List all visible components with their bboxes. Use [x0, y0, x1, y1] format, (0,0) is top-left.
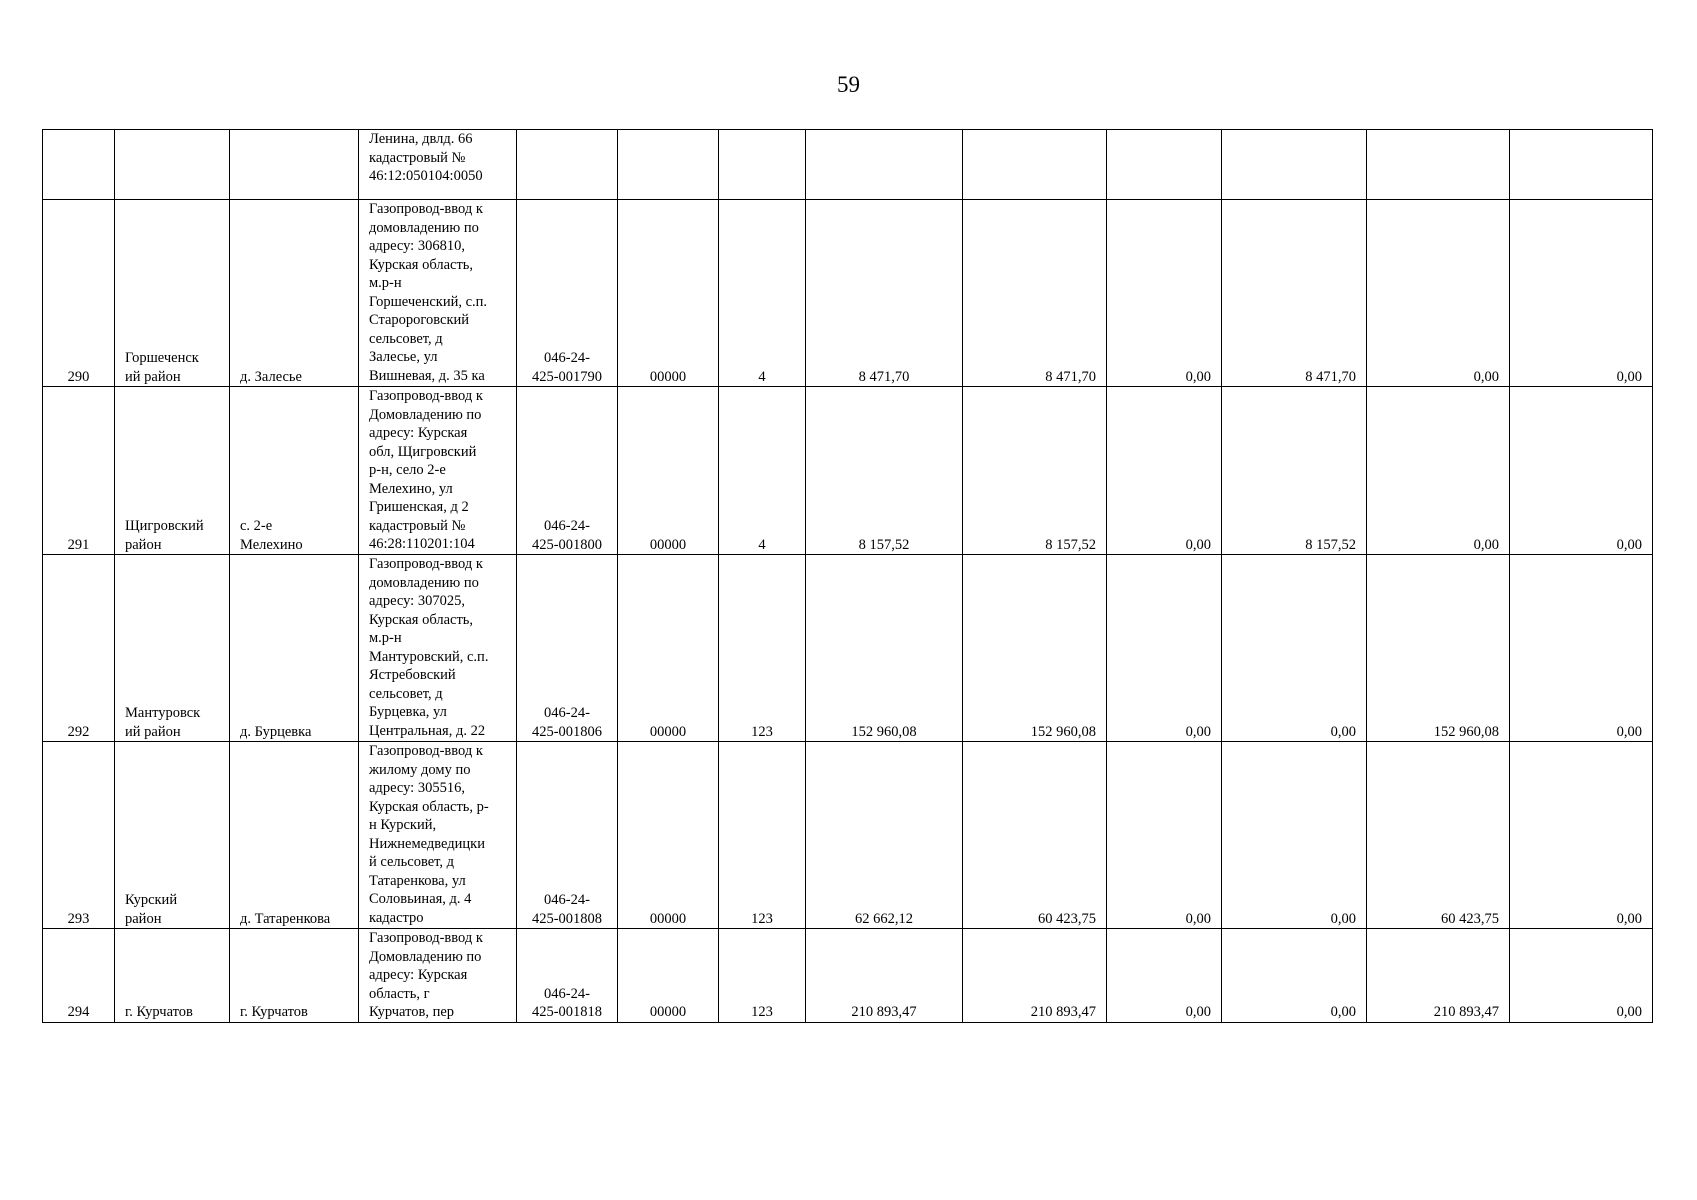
table-row [43, 387, 1653, 555]
cell-value-5: 210 893,47 [1367, 929, 1510, 1023]
cell-description-line: область, г [369, 985, 430, 1002]
table-row-continuation [43, 130, 1653, 200]
cell-description [359, 929, 517, 1023]
cell-value-4 [1222, 130, 1367, 200]
cell-description [359, 742, 517, 929]
cell-locality [230, 742, 359, 929]
cell-value-3: 0,00 [1107, 555, 1222, 742]
cell-value-1: 210 893,47 [806, 929, 963, 1023]
cell-locality [230, 130, 359, 200]
cell-inventory-number-line: 425-001818 [531, 1004, 603, 1020]
cell-description-line: обл, Щигровский [369, 443, 477, 460]
cell-description-line: м.р-н [369, 275, 402, 291]
cell-description-line: Курская область, р- [369, 798, 489, 815]
cell-description-line: кадастро [369, 909, 424, 926]
cell-description-line: Вишневая, д. 35 ка [369, 367, 485, 384]
cell-value-6: 0,00 [1510, 555, 1653, 742]
cell-value-1: 62 662,12 [806, 742, 963, 929]
cell-inventory-number-line: 046-24- [544, 518, 590, 534]
table-row [43, 200, 1653, 387]
cell-value-3: 0,00 [1107, 200, 1222, 387]
cell-description-line: Соловьиная, д. 4 [369, 891, 472, 907]
cell-district-line: Мантуровск [125, 705, 201, 721]
cell-description-line: адресу: Курская [369, 425, 468, 441]
cell-inventory-number [517, 742, 618, 929]
cell-description-line: Газопровод-ввод к [369, 556, 483, 572]
cell-description-line: кадастровый № [369, 517, 466, 534]
cell-district-line: район [125, 910, 162, 927]
cell-inventory-number [517, 130, 618, 200]
cell-description-line: Старороговский [369, 312, 470, 328]
cell-inventory-number [517, 929, 618, 1023]
cell-value-3: 0,00 [1107, 742, 1222, 929]
cell-description-line: 46:28:110201:104 [369, 536, 475, 552]
cell-value-2: 210 893,47 [963, 929, 1107, 1023]
cell-locality [230, 387, 359, 555]
cell-description-line: р-н, село 2-е [369, 462, 446, 478]
cell-locality-line: г. Курчатов [240, 1004, 308, 1020]
cell-value-5: 0,00 [1367, 200, 1510, 387]
cell-num: 292 [43, 555, 115, 742]
cell-description-line: Домовладению по [369, 406, 482, 423]
cell-description-line: адресу: 306810, [369, 238, 465, 254]
cell-inventory-number-line: 425-001808 [531, 910, 603, 927]
cell-value-6: 0,00 [1510, 742, 1653, 929]
cell-value-1: 152 960,08 [806, 555, 963, 742]
cell-value-2: 152 960,08 [963, 555, 1107, 742]
cell-quantity: 4 [719, 200, 806, 387]
cell-num: 294 [43, 929, 115, 1023]
cell-district [115, 387, 230, 555]
cell-description-line: Татаренкова, ул [369, 872, 466, 889]
cell-description-line: сельсовет, д [369, 685, 443, 702]
cell-district [115, 929, 230, 1023]
cell-description-line: Газопровод-ввод к [369, 201, 483, 217]
cell-locality [230, 200, 359, 387]
cell-description-line: Курская область, [369, 256, 474, 273]
cell-value-2: 8 157,52 [963, 387, 1107, 555]
cell-inventory-number [517, 555, 618, 742]
cell-description [359, 200, 517, 387]
table-row [43, 742, 1653, 929]
cell-district-line: ий район [125, 368, 181, 385]
cell-value-5: 0,00 [1367, 387, 1510, 555]
cell-value-3 [1107, 130, 1222, 200]
cell-inventory-number-line: 046-24- [544, 985, 590, 1002]
description-line: 46:12:050104:0050 [369, 168, 483, 184]
table-row [43, 929, 1653, 1023]
cell-value-3: 0,00 [1107, 929, 1222, 1023]
cell-num [43, 130, 115, 200]
cell-district-line: ий район [125, 723, 181, 740]
cell-inventory-number-line: 046-24- [544, 350, 590, 366]
cell-inventory-number [517, 200, 618, 387]
cell-description-line: адресу: 305516, [369, 780, 465, 796]
cell-description-line: Газопровод-ввод к [369, 743, 483, 759]
cell-description-line: Домовладению по [369, 948, 482, 965]
cell-locality [230, 555, 359, 742]
cell-value-4: 0,00 [1222, 929, 1367, 1023]
cell-value-4: 8 157,52 [1222, 387, 1367, 555]
cell-inventory-number-line: 425-001790 [531, 368, 603, 385]
cell-description-line: Газопровод-ввод к [369, 388, 483, 404]
cell-district-line: район [125, 536, 162, 553]
cell-value-4: 0,00 [1222, 742, 1367, 929]
cell-description-line: Горшеченский, с.п. [369, 293, 488, 310]
cell-description-line: Центральная, д. 22 [369, 722, 486, 739]
cell-value-5: 60 423,75 [1367, 742, 1510, 929]
description-line: Ленина, двлд. 66 [369, 131, 473, 147]
cell-district-line: Щигровский [125, 518, 204, 534]
cell-description [359, 130, 517, 200]
cell-value-4: 8 471,70 [1222, 200, 1367, 387]
cell-value-5: 152 960,08 [1367, 555, 1510, 742]
cell-description-line: Гришенская, д 2 [369, 499, 469, 515]
cell-locality-line: д. Залесье [240, 368, 302, 385]
cell-quantity: 4 [719, 387, 806, 555]
cell-description-line: Мантуровский, с.п. [369, 648, 489, 665]
cell-district [115, 200, 230, 387]
cell-value-1 [806, 130, 963, 200]
cell-code: 00000 [618, 555, 719, 742]
cell-locality-line: с. 2-е [240, 518, 273, 534]
cell-description-line: домовладению по [369, 574, 479, 591]
cell-district-line: г. Курчатов [125, 1004, 193, 1020]
cell-value-2 [963, 130, 1107, 200]
cell-quantity [719, 130, 806, 200]
cell-description-line: Мелехино, ул [369, 480, 453, 497]
cell-num: 293 [43, 742, 115, 929]
cell-description [359, 387, 517, 555]
cell-description-line: Газопровод-ввод к [369, 930, 483, 946]
cell-description-line: жилому дому по [369, 761, 471, 778]
cell-district [115, 742, 230, 929]
cell-value-5 [1367, 130, 1510, 200]
cell-value-1: 8 471,70 [806, 200, 963, 387]
cell-value-6 [1510, 130, 1653, 200]
cell-description-line: м.р-н [369, 630, 402, 646]
cell-code: 00000 [618, 929, 719, 1023]
description-line: кадастровый № [369, 149, 466, 166]
cell-description-line: Курчатов, пер [369, 1004, 455, 1020]
cell-quantity: 123 [719, 929, 806, 1023]
cell-description-line: Курская область, [369, 611, 474, 628]
cell-district [115, 130, 230, 200]
page-number: 59 [837, 72, 860, 97]
cell-value-4: 0,00 [1222, 555, 1367, 742]
cell-locality [230, 929, 359, 1023]
cell-inventory-number-line: 046-24- [544, 892, 590, 908]
cell-value-2: 60 423,75 [963, 742, 1107, 929]
cell-description [359, 555, 517, 742]
cell-value-6: 0,00 [1510, 387, 1653, 555]
cell-district-line: Курский [125, 892, 178, 908]
cell-code [618, 130, 719, 200]
cell-quantity: 123 [719, 742, 806, 929]
cell-inventory-number [517, 387, 618, 555]
cell-description-line: домовладению по [369, 219, 479, 236]
cell-quantity: 123 [719, 555, 806, 742]
cell-description-line: й сельсовет, д [369, 854, 455, 870]
register-table [42, 129, 1653, 1023]
cell-description-line: адресу: Курская [369, 967, 468, 983]
cell-code: 00000 [618, 200, 719, 387]
cell-description-line: Ястребовский [369, 667, 456, 683]
cell-value-3: 0,00 [1107, 387, 1222, 555]
cell-code: 00000 [618, 387, 719, 555]
cell-value-1: 8 157,52 [806, 387, 963, 555]
cell-code: 00000 [618, 742, 719, 929]
cell-inventory-number-line: 425-001800 [531, 536, 603, 553]
cell-value-6: 0,00 [1510, 929, 1653, 1023]
cell-value-6: 0,00 [1510, 200, 1653, 387]
cell-inventory-number-line: 425-001806 [531, 723, 603, 740]
cell-locality-line: Мелехино [240, 536, 303, 553]
cell-description-line: адресу: 307025, [369, 593, 465, 609]
cell-description-line: н Курский, [369, 817, 437, 833]
table-row [43, 555, 1653, 742]
cell-description-line: Залесье, ул [369, 349, 438, 365]
cell-description-line: Нижнемедведицки [369, 835, 485, 852]
cell-num: 291 [43, 387, 115, 555]
cell-locality-line: д. Татаренкова [240, 910, 331, 927]
cell-district [115, 555, 230, 742]
cell-description-line: сельсовет, д [369, 330, 443, 347]
cell-description-line: Бурцевка, ул [369, 704, 447, 720]
cell-value-2: 8 471,70 [963, 200, 1107, 387]
cell-district-line: Горшеченск [125, 350, 199, 366]
cell-num: 290 [43, 200, 115, 387]
cell-locality-line: д. Бурцевка [240, 723, 312, 740]
cell-inventory-number-line: 046-24- [544, 705, 590, 721]
